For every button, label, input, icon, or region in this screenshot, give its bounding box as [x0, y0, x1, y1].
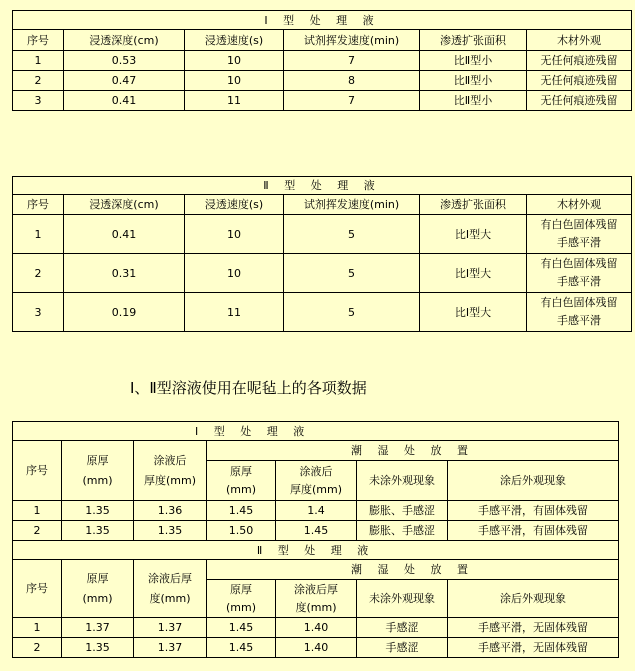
- table-title: Ⅱ 型 处 理 液: [13, 177, 632, 195]
- cell: 2: [13, 638, 62, 658]
- appearance-line: 手感平滑: [557, 236, 601, 249]
- table-title: Ⅰ 型 处 理 液: [13, 11, 632, 30]
- cell: 无任何痕迹残留: [527, 71, 632, 91]
- cell: [527, 254, 632, 293]
- cell: 7: [284, 91, 420, 111]
- table-row: [13, 215, 632, 254]
- column-header: [276, 461, 357, 501]
- cell: 2: [13, 254, 64, 293]
- cell: 1.35: [62, 501, 134, 521]
- cell: 5: [284, 293, 420, 332]
- cell: 1: [13, 618, 62, 638]
- cell: 手感平滑，无固体残留: [448, 618, 619, 638]
- column-header: 木材外观: [527, 195, 632, 215]
- cell: 0.47: [64, 71, 185, 91]
- cell: 比Ⅱ型小: [420, 71, 527, 91]
- header-line: (mm): [82, 473, 113, 487]
- column-header: 序号: [13, 560, 62, 618]
- header-line: 涂液后厚: [294, 582, 338, 596]
- column-header: [62, 560, 134, 618]
- table-type1-wood: [12, 10, 632, 111]
- table-title: Ⅰ 型 处 理 液: [13, 422, 619, 441]
- cell: 10: [185, 215, 284, 254]
- cell: 比Ⅰ型大: [420, 293, 527, 332]
- column-header: 浸透深度(cm): [64, 195, 185, 215]
- header-line: 厚度(mm): [143, 473, 196, 487]
- cell: 1.45: [276, 521, 357, 541]
- cell: 手感平滑，有固体残留: [448, 521, 619, 541]
- cell: 膨胀、手感涩: [357, 501, 448, 521]
- cell: 1.45: [207, 501, 276, 521]
- column-header: 序号: [13, 195, 64, 215]
- column-header: 未涂外观现象: [357, 580, 448, 618]
- cell: 11: [185, 91, 284, 111]
- column-header: [134, 560, 207, 618]
- appearance-line: 手感平滑: [557, 314, 601, 327]
- appearance-line: 手感平滑: [557, 275, 601, 288]
- cell: 1.37: [62, 618, 134, 638]
- table-row: [13, 254, 632, 293]
- column-header: 涂后外观现象: [448, 580, 619, 618]
- column-header: 木材外观: [527, 30, 632, 51]
- cell: 0.19: [64, 293, 185, 332]
- cell: 1: [13, 501, 62, 521]
- cell: 1.35: [62, 521, 134, 541]
- cell: 7: [284, 51, 420, 71]
- column-header: 浸透速度(s): [185, 30, 284, 51]
- table-type2-wood: [12, 176, 632, 332]
- header-line: 原厚: [230, 464, 252, 478]
- cell: 手感涩: [357, 638, 448, 658]
- group-header: 潮 湿 处 放 置: [207, 441, 619, 461]
- header-line: 涂液后厚: [148, 571, 192, 585]
- column-header: 未涂外观现象: [357, 461, 448, 501]
- header-line: 涂液后: [299, 464, 333, 478]
- cell: 0.53: [64, 51, 185, 71]
- cell: 比Ⅱ型小: [420, 91, 527, 111]
- cell: 手感涩: [357, 618, 448, 638]
- cell: 1.40: [276, 618, 357, 638]
- section-caption: Ⅰ、Ⅱ型溶液使用在呢毡上的各项数据: [130, 379, 367, 397]
- cell: 0.31: [64, 254, 185, 293]
- group-header: 潮 湿 处 放 置: [207, 560, 619, 580]
- header-line: 度(mm): [149, 591, 191, 605]
- column-header: 试剂挥发速度(min): [284, 195, 420, 215]
- header-line: 涂液后: [153, 453, 187, 467]
- cell: 8: [284, 71, 420, 91]
- table-row: [13, 51, 632, 71]
- column-header: 序号: [13, 441, 62, 501]
- cell: 1.35: [62, 638, 134, 658]
- cell: 膨胀、手感涩: [357, 521, 448, 541]
- column-header: 渗透扩张面积: [420, 195, 527, 215]
- cell: 1: [13, 215, 64, 254]
- column-header: [62, 441, 134, 501]
- column-header: 浸透速度(s): [185, 195, 284, 215]
- cell: 3: [13, 91, 64, 111]
- header-line: 原厚: [86, 571, 109, 585]
- cell: 手感平滑，有固体残留: [448, 501, 619, 521]
- cell: [527, 293, 632, 332]
- cell: 1.4: [276, 501, 357, 521]
- table-row: [13, 638, 619, 658]
- appearance-line: 有白色固体残留: [540, 257, 618, 270]
- table-row: [13, 91, 632, 111]
- table-felt-data: [12, 421, 619, 658]
- cell: 2: [13, 71, 64, 91]
- column-header: [207, 580, 276, 618]
- table-row: [13, 501, 619, 521]
- table-row: [13, 521, 619, 541]
- cell: 1.35: [134, 521, 207, 541]
- header-line: (mm): [225, 600, 256, 614]
- header-line: (mm): [225, 482, 256, 496]
- cell: 1.36: [134, 501, 207, 521]
- cell: 1.37: [134, 638, 207, 658]
- header-line: (mm): [82, 591, 113, 605]
- cell: 1.40: [276, 638, 357, 658]
- column-header: [134, 441, 207, 501]
- cell: 10: [185, 71, 284, 91]
- cell: 无任何痕迹残留: [527, 91, 632, 111]
- cell: 1.50: [207, 521, 276, 541]
- column-header: [207, 461, 276, 501]
- cell: 3: [13, 293, 64, 332]
- table-title: Ⅱ 型 处 理 液: [13, 541, 619, 560]
- table-row: [13, 71, 632, 91]
- cell: 1: [13, 51, 64, 71]
- cell: 0.41: [64, 91, 185, 111]
- cell: [527, 215, 632, 254]
- header-line: 原厚: [230, 582, 252, 596]
- cell: 11: [185, 293, 284, 332]
- cell: 1.45: [207, 638, 276, 658]
- cell: 10: [185, 254, 284, 293]
- table-row: [13, 618, 619, 638]
- header-line: 厚度(mm): [289, 482, 342, 496]
- column-header: 渗透扩张面积: [420, 30, 527, 51]
- header-line: 原厚: [86, 453, 109, 467]
- cell: 5: [284, 254, 420, 293]
- cell: 手感平滑，无固体残留: [448, 638, 619, 658]
- cell: 0.41: [64, 215, 185, 254]
- cell: 1.37: [134, 618, 207, 638]
- header-line: 度(mm): [295, 600, 337, 614]
- cell: 比Ⅰ型大: [420, 215, 527, 254]
- column-header: 浸透深度(cm): [64, 30, 185, 51]
- cell: 比Ⅱ型小: [420, 51, 527, 71]
- cell: 5: [284, 215, 420, 254]
- cell: 无任何痕迹残留: [527, 51, 632, 71]
- appearance-line: 有白色固体残留: [540, 296, 618, 309]
- column-header: 涂后外观现象: [448, 461, 619, 501]
- table-row: [13, 293, 632, 332]
- cell: 2: [13, 521, 62, 541]
- column-header: 试剂挥发速度(min): [284, 30, 420, 51]
- cell: 1.45: [207, 618, 276, 638]
- cell: 10: [185, 51, 284, 71]
- appearance-line: 有白色固体残留: [540, 218, 618, 231]
- column-header: 序号: [13, 30, 64, 51]
- column-header: [276, 580, 357, 618]
- cell: 比Ⅰ型大: [420, 254, 527, 293]
